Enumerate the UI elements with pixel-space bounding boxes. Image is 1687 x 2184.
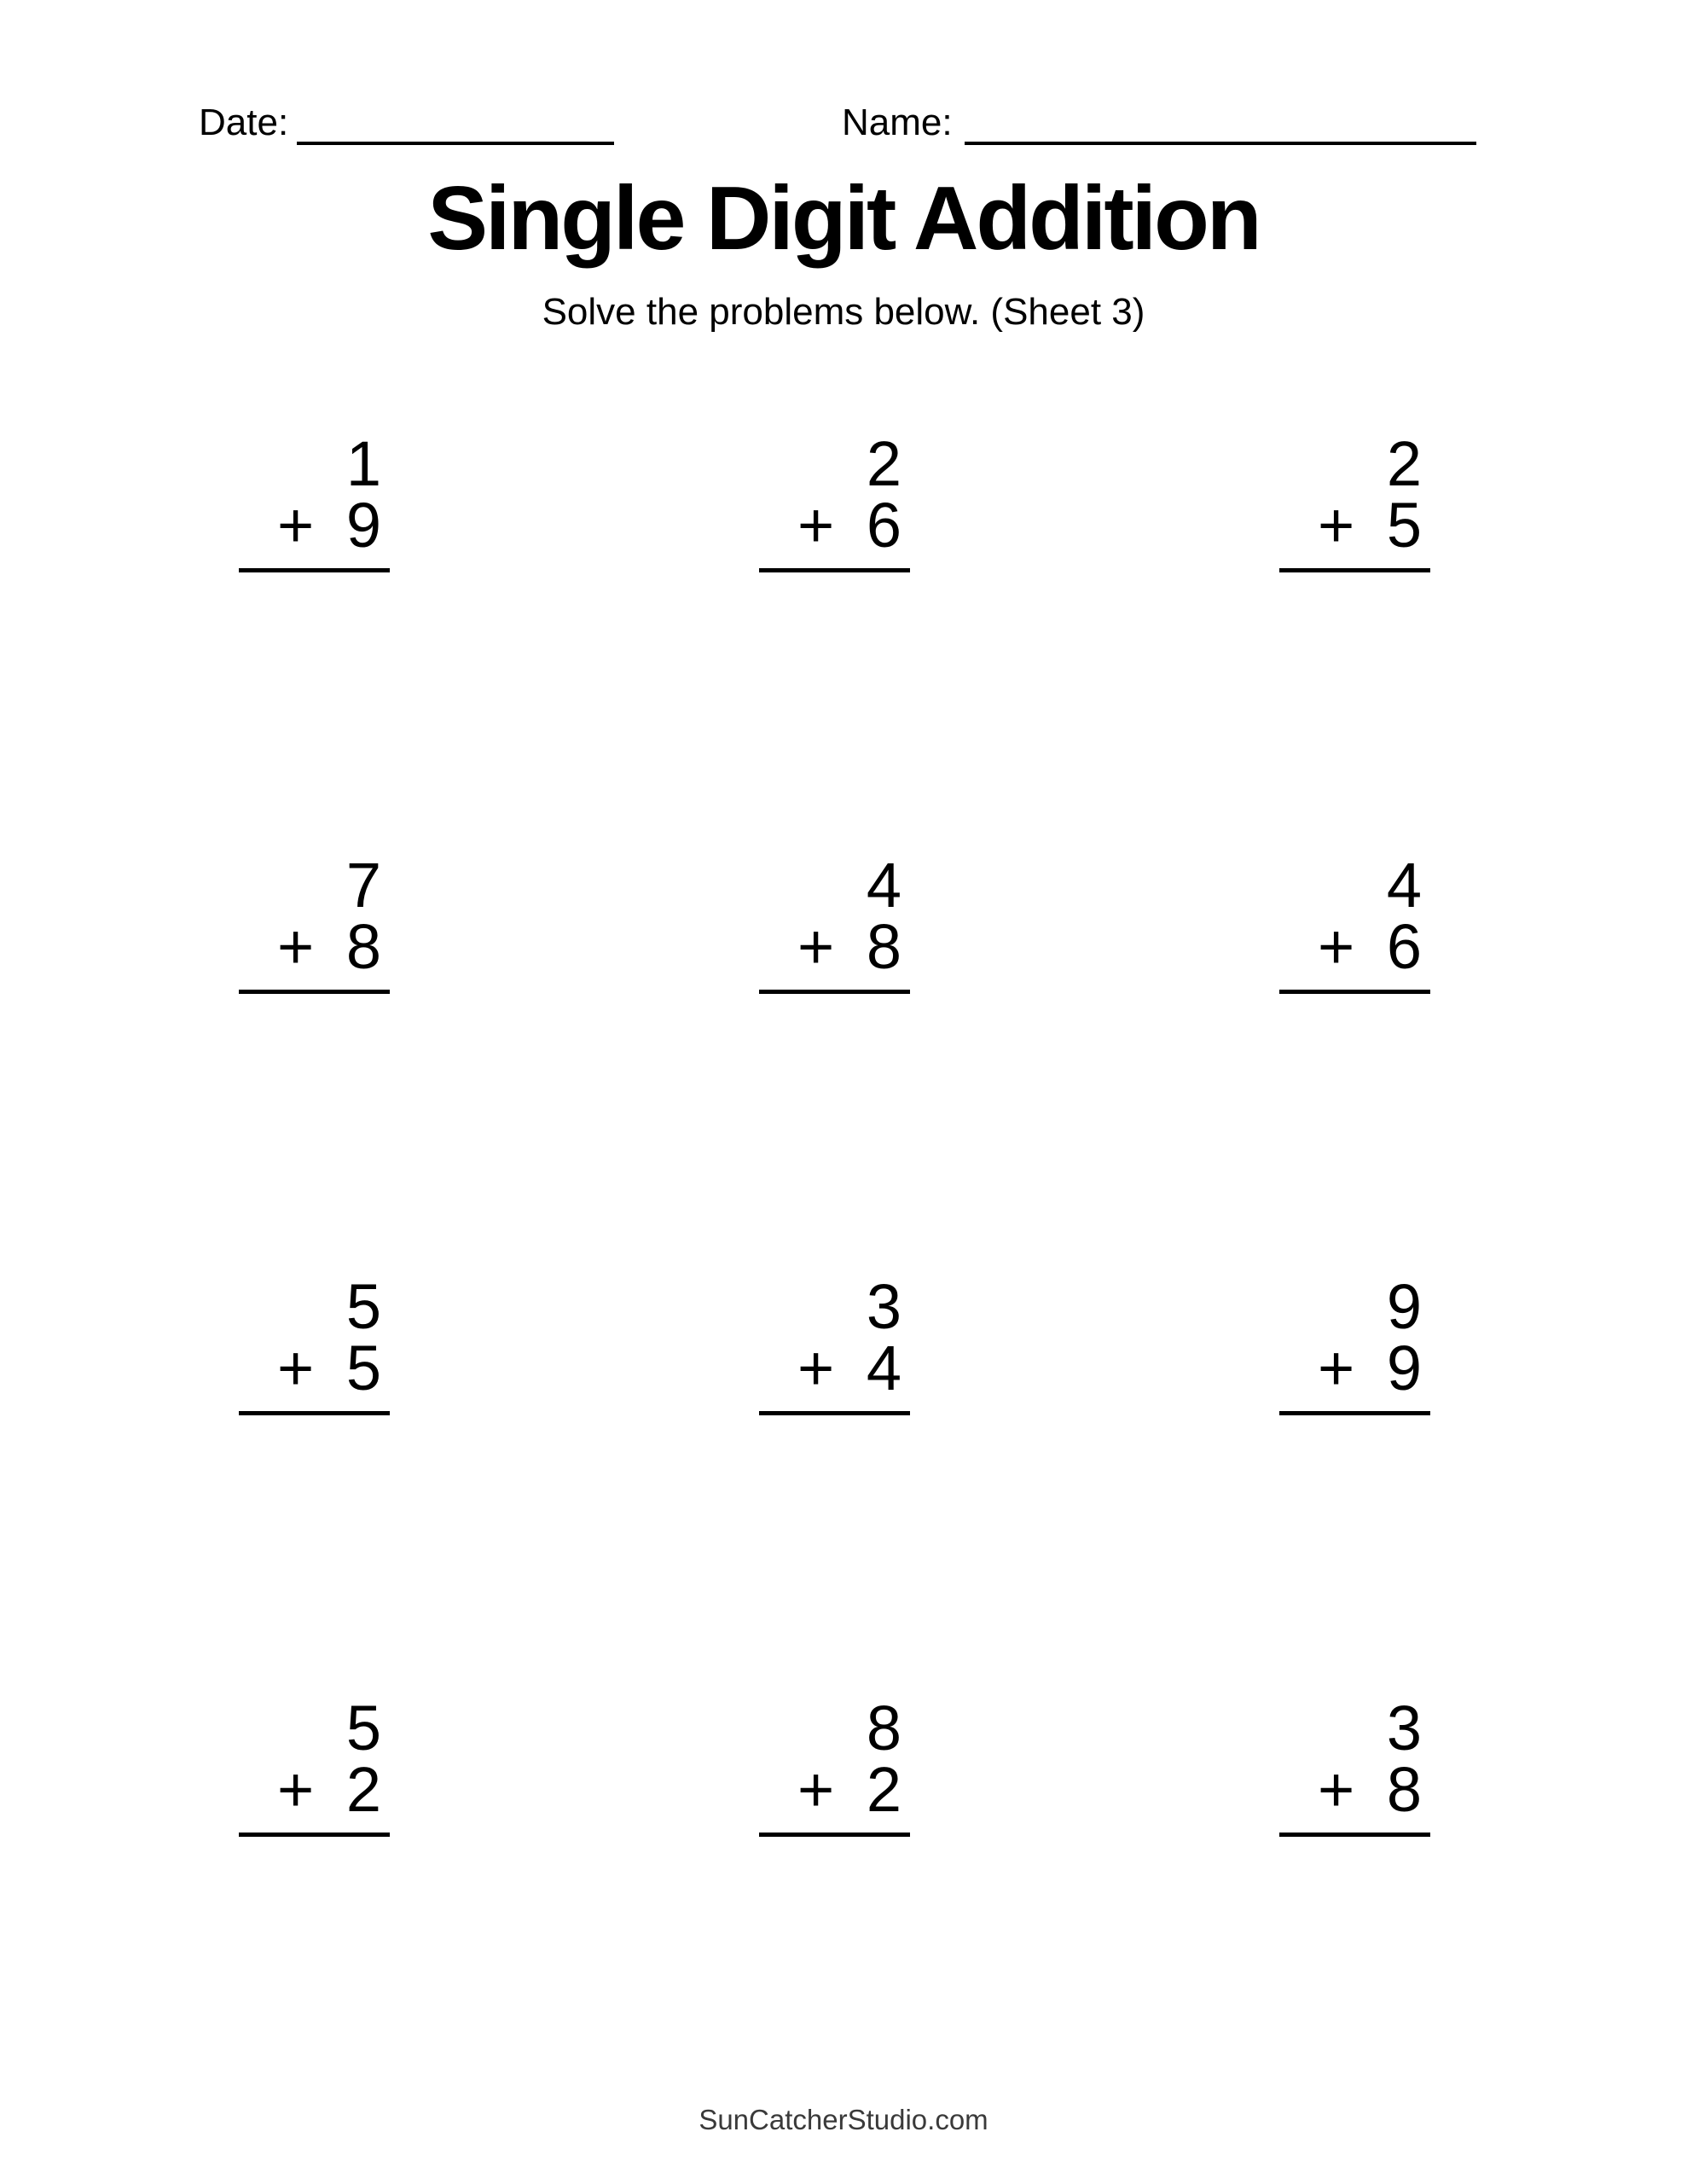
top-operand: 4 [866,850,901,921]
plus-operator: + [277,1333,315,1403]
addition-problem-5 [759,850,910,994]
top-operand: 3 [1386,1693,1422,1763]
bottom-row [239,1333,390,1403]
plus-operator: + [1318,1333,1355,1403]
bottom-operand: 5 [1386,490,1422,561]
addition-problem-12 [1279,1693,1430,1837]
bottom-operand: 9 [345,490,381,561]
bottom-row [1279,1333,1430,1403]
bottom-row [759,911,910,982]
top-operand: 8 [866,1693,901,1763]
bottom-operand: 4 [866,1333,901,1403]
bottom-operand: 8 [1386,1754,1422,1825]
bottom-row [1279,1754,1430,1825]
bottom-operand: 8 [345,911,381,982]
date-input-line[interactable] [297,104,614,145]
bottom-row [239,911,390,982]
top-operand: 2 [866,428,901,499]
plus-operator: + [797,1754,835,1825]
plus-operator: + [277,490,315,561]
addition-problem-11 [759,1693,910,1837]
page-subtitle: Solve the problems below. (Sheet 3) [542,291,1145,333]
addition-problem-7 [239,1271,390,1415]
plus-operator: + [797,911,835,982]
plus-operator: + [277,1754,315,1825]
addition-problem-10 [239,1693,390,1837]
bottom-operand: 8 [866,911,901,982]
name-field-group [842,101,1476,145]
top-operand: 7 [345,850,381,921]
plus-operator: + [1318,490,1355,561]
bottom-row [759,490,910,561]
addition-problem-9 [1279,1271,1430,1415]
plus-operator: + [277,911,315,982]
bottom-operand: 2 [866,1754,901,1825]
top-operand: 5 [345,1271,381,1342]
bottom-row [1279,490,1430,561]
problems-grid [239,428,1430,1837]
bottom-operand: 5 [345,1333,381,1403]
date-label: Date: [199,102,289,143]
bottom-operand: 2 [345,1754,381,1825]
addition-problem-8 [759,1271,910,1415]
addition-problem-2 [759,428,910,572]
bottom-row [759,1333,910,1403]
bottom-row [239,490,390,561]
top-operand: 5 [345,1693,381,1763]
plus-operator: + [1318,911,1355,982]
page-title: Single Digit Addition [427,168,1260,269]
top-operand: 2 [1386,428,1422,499]
plus-operator: + [797,1333,835,1403]
footer-site-credit: SunCatcherStudio.com [699,2104,988,2135]
top-operand: 9 [1386,1271,1422,1342]
bottom-operand: 6 [866,490,901,561]
addition-problem-3 [1279,428,1430,572]
addition-problem-6 [1279,850,1430,994]
bottom-row [239,1754,390,1825]
date-field-group [199,101,614,145]
name-input-line[interactable] [965,104,1476,145]
plus-operator: + [1318,1754,1355,1825]
plus-operator: + [797,490,835,561]
top-operand: 4 [1386,850,1422,921]
addition-problem-4 [239,850,390,994]
bottom-operand: 6 [1386,911,1422,982]
name-label: Name: [842,102,953,143]
bottom-operand: 9 [1386,1333,1422,1403]
addition-problem-1 [239,428,390,572]
bottom-row [1279,911,1430,982]
bottom-row [759,1754,910,1825]
top-operand: 3 [866,1271,901,1342]
top-operand: 1 [345,428,381,499]
